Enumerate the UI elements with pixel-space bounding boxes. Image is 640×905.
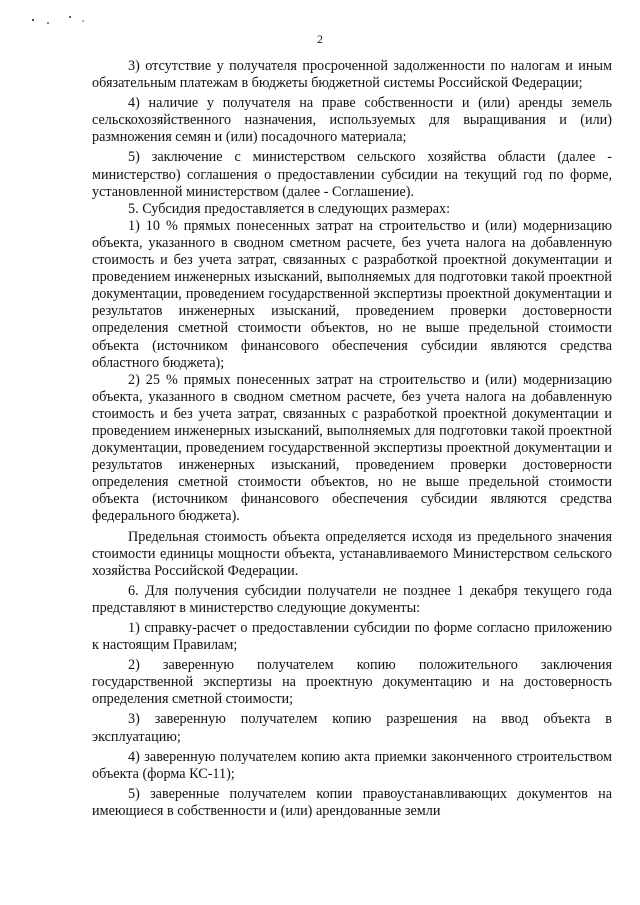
scan-specks xyxy=(30,12,110,28)
paragraph-document-3: 3) заверенную получателем копию разрешения на ввод объекта в эксплуатацию; xyxy=(92,711,612,745)
page-number: 2 xyxy=(317,32,323,46)
document-body xyxy=(92,58,612,820)
paragraph-section-5: 5. Субсидия предоставляется в следующих размерах: xyxy=(128,200,451,217)
paragraph-document-5: 5) заверенные получателем копии правоустанавливающих документов на имеющиеся в собственности и (или) арендованные земли xyxy=(92,785,612,819)
paragraph-condition-5: 5) заключение с министерством сельского хозяйства области (далее - министерство) соглашения о предоставлении субсидии на текущий год по форме, установленной министерством (далее - Соглашение). xyxy=(92,149,612,200)
paragraph-document-4: 4) заверенную получателем копию акта приемки законченного строительством объекта (форма КС-11); xyxy=(92,748,612,782)
paragraph-document-2: 2) заверенную получателем копию положительного заключения государственной экспертизы на проектную документацию и на достоверность определения сметной стоимости; xyxy=(92,657,612,708)
paragraph-section-6: 6. Для получения субсидии получатели не позднее 1 декабря текущего года представляют в министерство следующие документы: xyxy=(92,582,612,616)
paragraph-subsidy-25-percent: 2) 25 % прямых понесенных затрат на строительство и (или) модернизацию объекта, указанного в сводном сметном расчете, без учета налога на добавленную стоимость и без учета затрат, связанных с разработкой проектной документации и проведением инженерных изысканий, выполняемых для подготовки такой проектной документации, проведением государственной экспертизы проектной документации и результатов инженерных изысканий, проведением проверки достоверности определения сметной стоимости объектов, но не выше предельной стоимости объекта (источником финансового обеспечения субсидии являются средства федерального бюджета). xyxy=(92,371,612,525)
paragraph-condition-4: 4) наличие у получателя на праве собственности и (или) аренды земель сельскохозяйственного назначения, используемых для выращивания и (или) размножения семян и (или) посадочного материала; xyxy=(92,95,612,146)
paragraph-subsidy-10-percent: 1) 10 % прямых понесенных затрат на строительство и (или) модернизацию объекта, указанного в сводном сметном расчете, без учета налога на добавленную стоимость и без учета затрат, связанных с разработкой проектной документации и проведением инженерных изысканий, выполняемых для подготовки такой проектной документации, проведением государственной экспертизы проектной документации и результатов инженерных изысканий, проведением проверки достоверности определения сметной стоимости объектов, но не выше предельной стоимости объекта (источником финансового обеспечения субсидии являются средства областного бюджета); xyxy=(92,217,612,371)
paragraph-max-cost: Предельная стоимость объекта определяется исходя из предельного значения стоимости единицы мощности объекта, устанавливаемого Министерством сельского хозяйства Российской Федерации. xyxy=(92,528,612,579)
paragraph-condition-3: 3) отсутствие у получателя просроченной задолженности по налогам и иным обязательным платежам в бюджеты бюджетной системы Российской Федерации; xyxy=(92,58,612,92)
paragraph-document-1: 1) справку-расчет о предоставлении субсидии по форме согласно приложению к настоящим Правилам; xyxy=(92,620,612,654)
